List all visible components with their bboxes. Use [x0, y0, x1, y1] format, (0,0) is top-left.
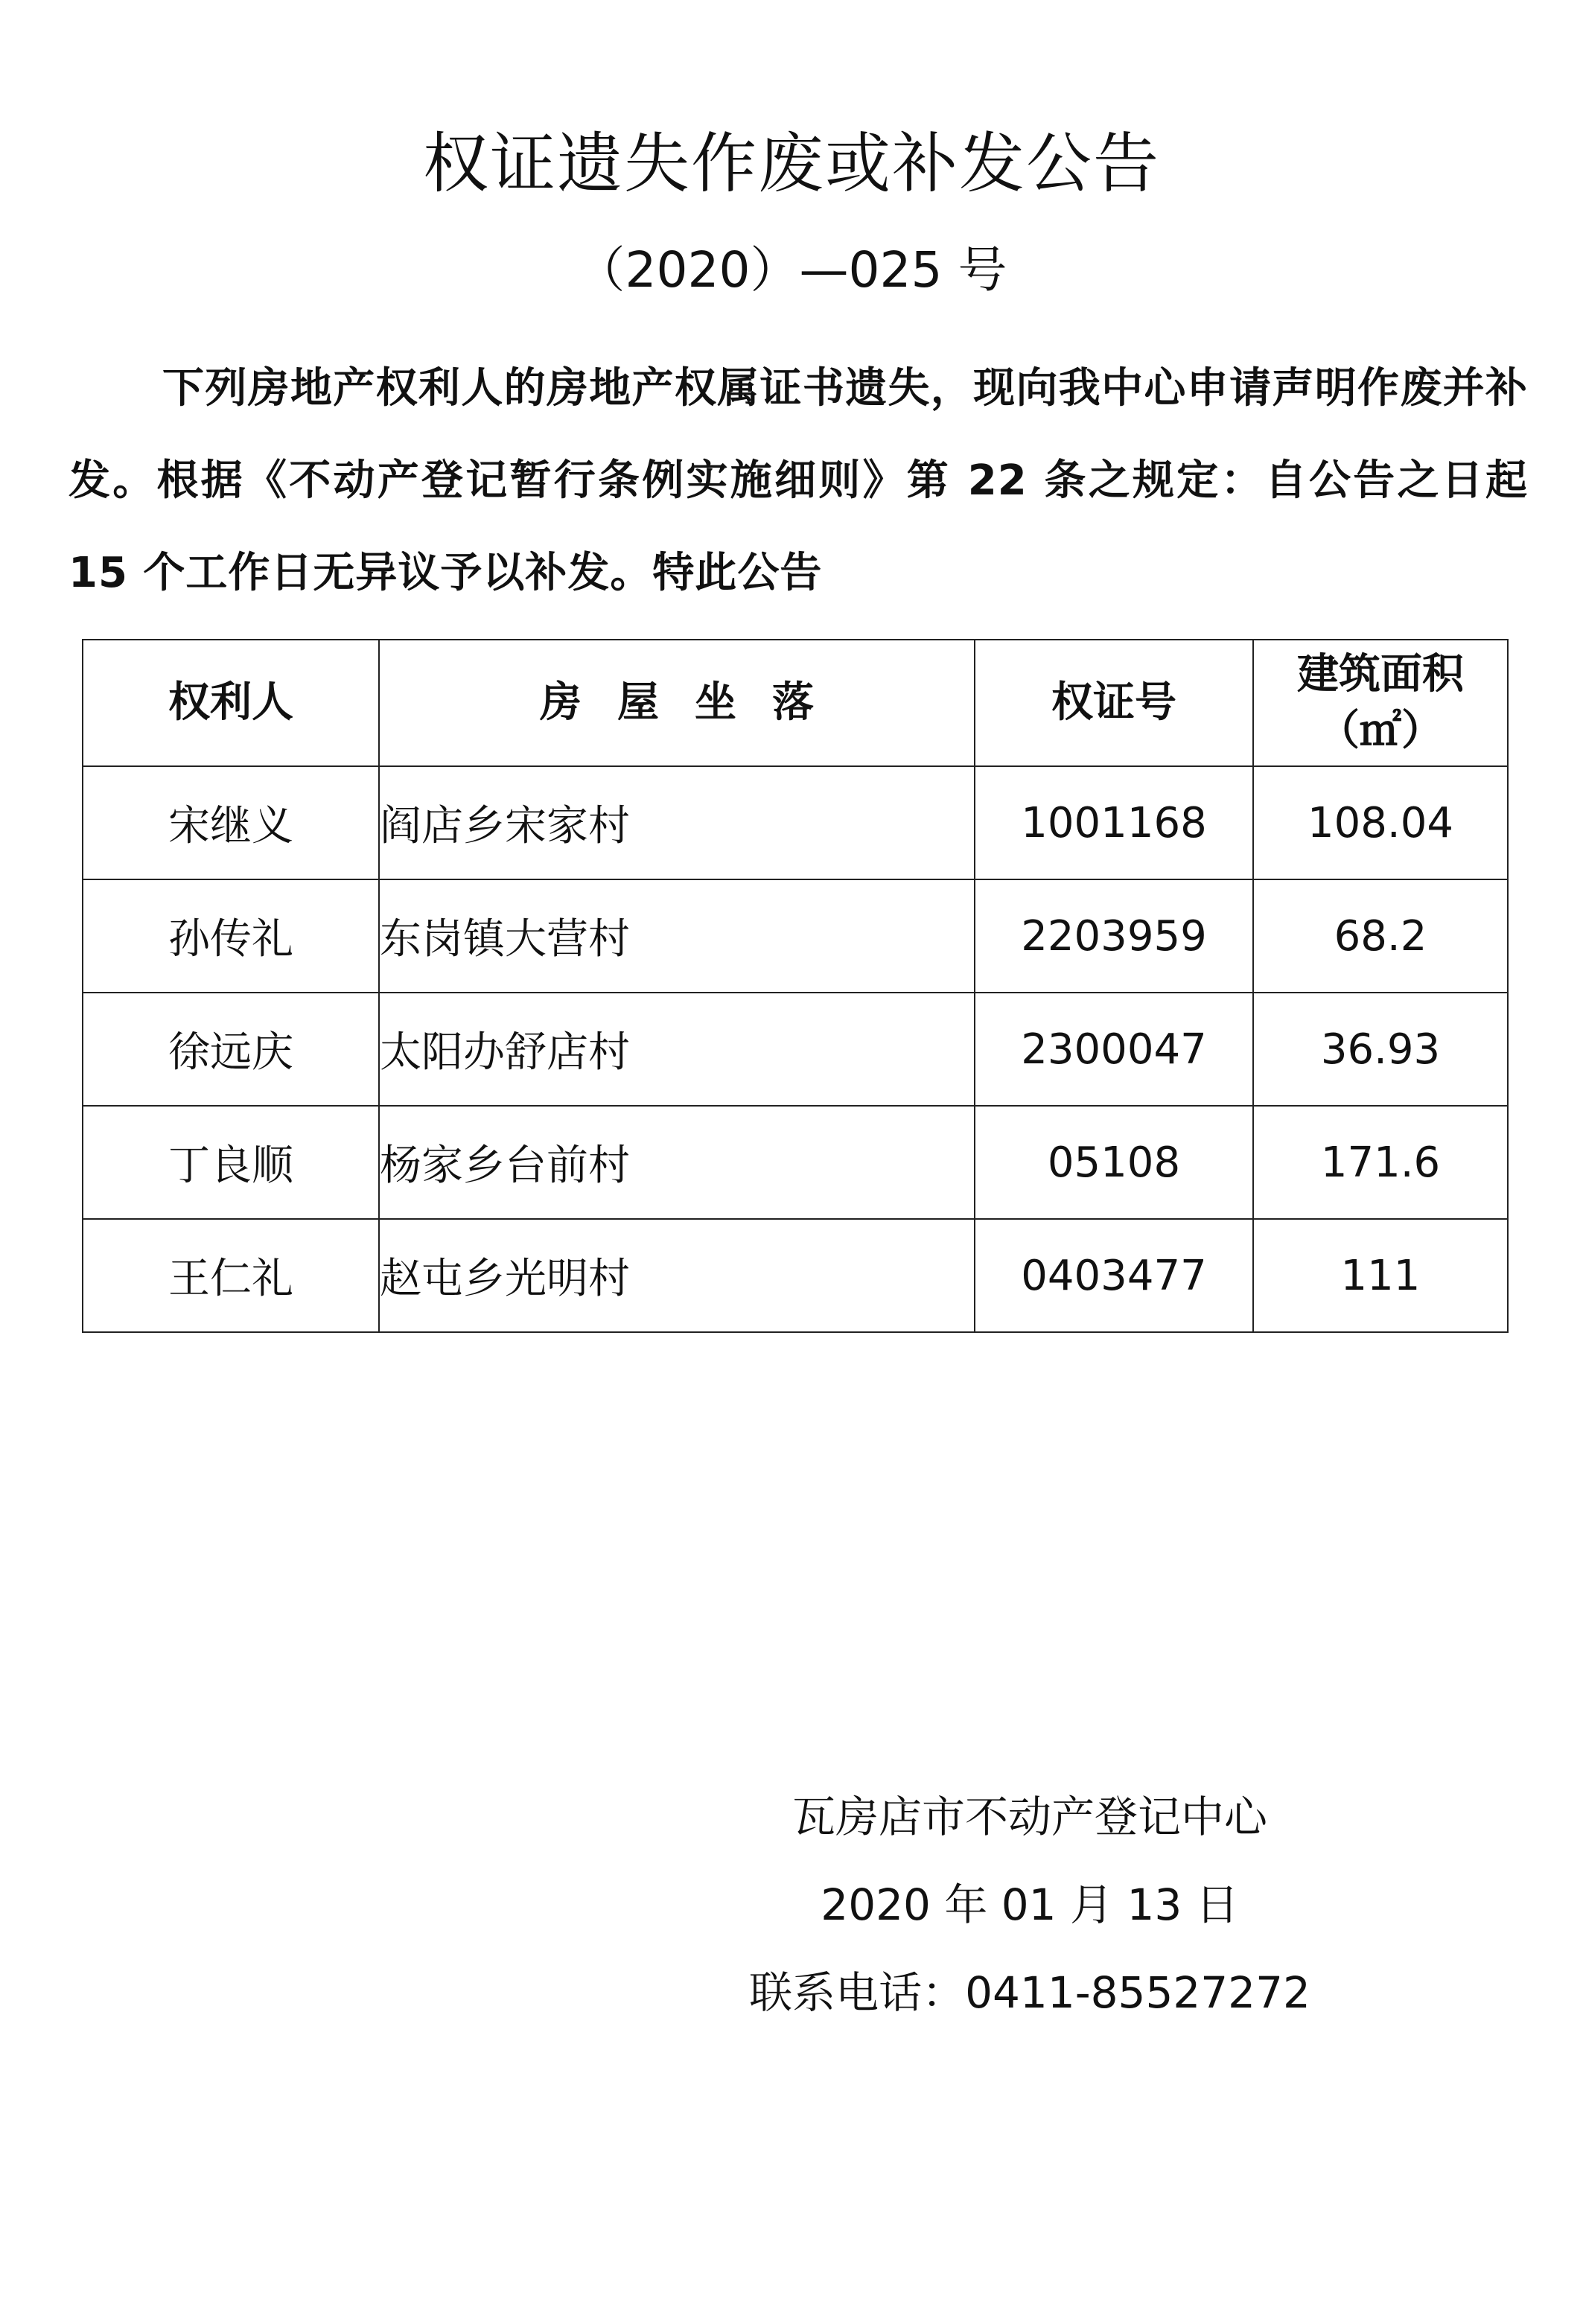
issue-date: 2020 年 01 月 13 日: [821, 1879, 1239, 1930]
table-row: [83, 993, 1508, 1106]
table-row: [83, 1106, 1508, 1219]
header-location: [379, 640, 975, 766]
cell-cert-no: 2300047: [975, 993, 1253, 1106]
header-location-label: 房屋坐落: [540, 678, 850, 727]
cell-cert-no: 0403477: [975, 1219, 1253, 1332]
cell-location: 阎店乡宋家村: [379, 766, 975, 879]
cell-location: 杨家乡台前村: [379, 1106, 975, 1219]
cell-location: 太阳办舒店村: [379, 993, 975, 1106]
cell-cert-no: 1001168: [975, 766, 1253, 879]
header-cert-no: 权证号: [975, 640, 1253, 766]
cell-holder: 宋继义: [83, 766, 379, 879]
table-row: [83, 1219, 1508, 1332]
cell-holder: 徐远庆: [83, 993, 379, 1106]
header-area: [1253, 640, 1508, 766]
cell-area: 111: [1253, 1219, 1508, 1332]
notice-title: 权证遗失作废或补发公告: [422, 125, 1160, 202]
cell-location: 赵屯乡光明村: [379, 1219, 975, 1332]
cell-location: 东岗镇大营村: [379, 879, 975, 993]
contact-phone: 联系电话：0411-85527272: [749, 1967, 1310, 2018]
cell-holder: 丁良顺: [83, 1106, 379, 1219]
document-number: （2020）—025 号: [576, 241, 1007, 299]
cell-holder: 孙传礼: [83, 879, 379, 993]
notice-body: 下列房地产权利人的房地产权属证书遗失，现向我中心申请声明作废并补发。根据《不动产登记暂行条例实施细则》第 22 条之规定：自公告之日起 15 个工作日无异议予以补发。特此公告: [69, 364, 1528, 597]
cell-area: 108.04: [1253, 766, 1508, 879]
table-header-row: [83, 640, 1508, 766]
header-area-unit: （㎡）: [1318, 707, 1443, 755]
cell-area: 68.2: [1253, 879, 1508, 993]
cell-cert-no: 05108: [975, 1106, 1253, 1219]
issuing-organization: 瓦房店市不动产登记中心: [792, 1792, 1267, 1842]
cell-holder: 王仁礼: [83, 1219, 379, 1332]
table-row: [83, 879, 1508, 993]
cell-cert-no: 2203959: [975, 879, 1253, 993]
header-holder: 权利人: [83, 640, 379, 766]
cell-area: 171.6: [1253, 1106, 1508, 1219]
header-area-label: 建筑面积: [1297, 650, 1464, 698]
cell-area: 36.93: [1253, 993, 1508, 1106]
lost-certificate-table: [82, 639, 1509, 1333]
table-row: [83, 766, 1508, 879]
